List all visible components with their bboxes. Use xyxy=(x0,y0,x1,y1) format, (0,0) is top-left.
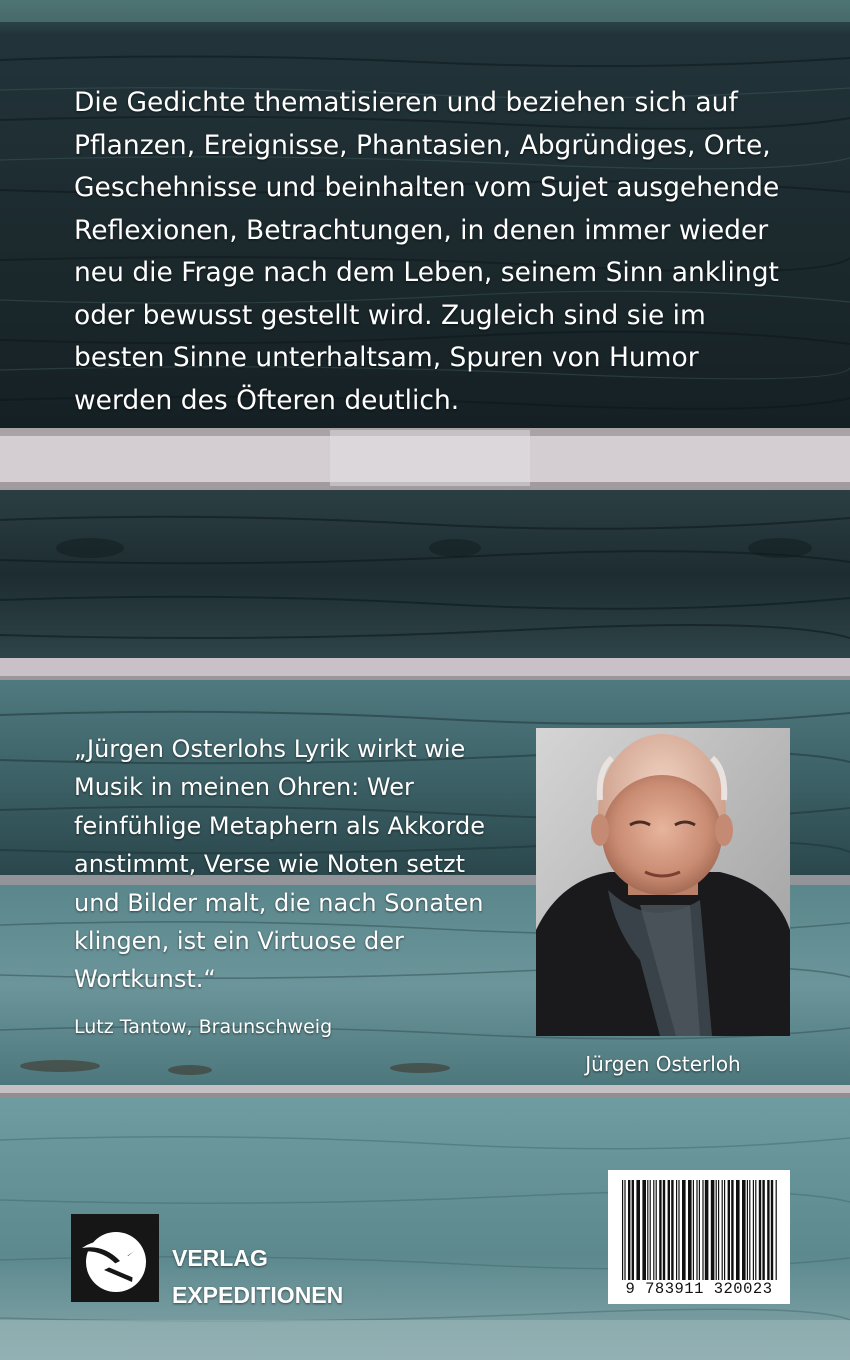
quote-author: Lutz Tantow, Braunschweig xyxy=(74,1016,333,1038)
publisher-name-line2: EXPEDITIONEN xyxy=(172,1282,344,1308)
publisher-name-line1: VERLAG xyxy=(172,1245,268,1271)
isbn-digits: 9 783911 320023 xyxy=(625,1280,773,1298)
isbn-barcode xyxy=(608,1170,790,1304)
author-portrait xyxy=(536,728,790,1036)
blurb-text: Die Gedichte thematisieren und beziehen sich auf Pflanzen, Ereignisse, Phantasien, Abgründiges, Orte, Geschehnisse und beinhalten vom Sujet ausgehende Reflexionen, Betrachtungen, in denen immer wieder neu die Frage nach dem Leben, seinem Sinn anklingt oder bewusst gestellt wird. Zugleich sind sie im besten Sinne unterhaltsam, Spuren von Humor werden des Öfteren deutlich. xyxy=(74,87,780,416)
publisher-logo-mark xyxy=(71,1214,159,1302)
publisher-name xyxy=(172,1240,343,1314)
review-quote: „Jürgen Osterlohs Lyrik wirkt wie Musik in meinen Ohren: Wer feinfühlige Metaphern als Akkorde anstimmt, Verse wie Noten setzt und Bilder malt, die nach Sonaten klingen, ist ein Virtuose der Wortkunst.“ xyxy=(74,735,486,994)
portrait-caption: Jürgen Osterloh xyxy=(585,1052,741,1076)
